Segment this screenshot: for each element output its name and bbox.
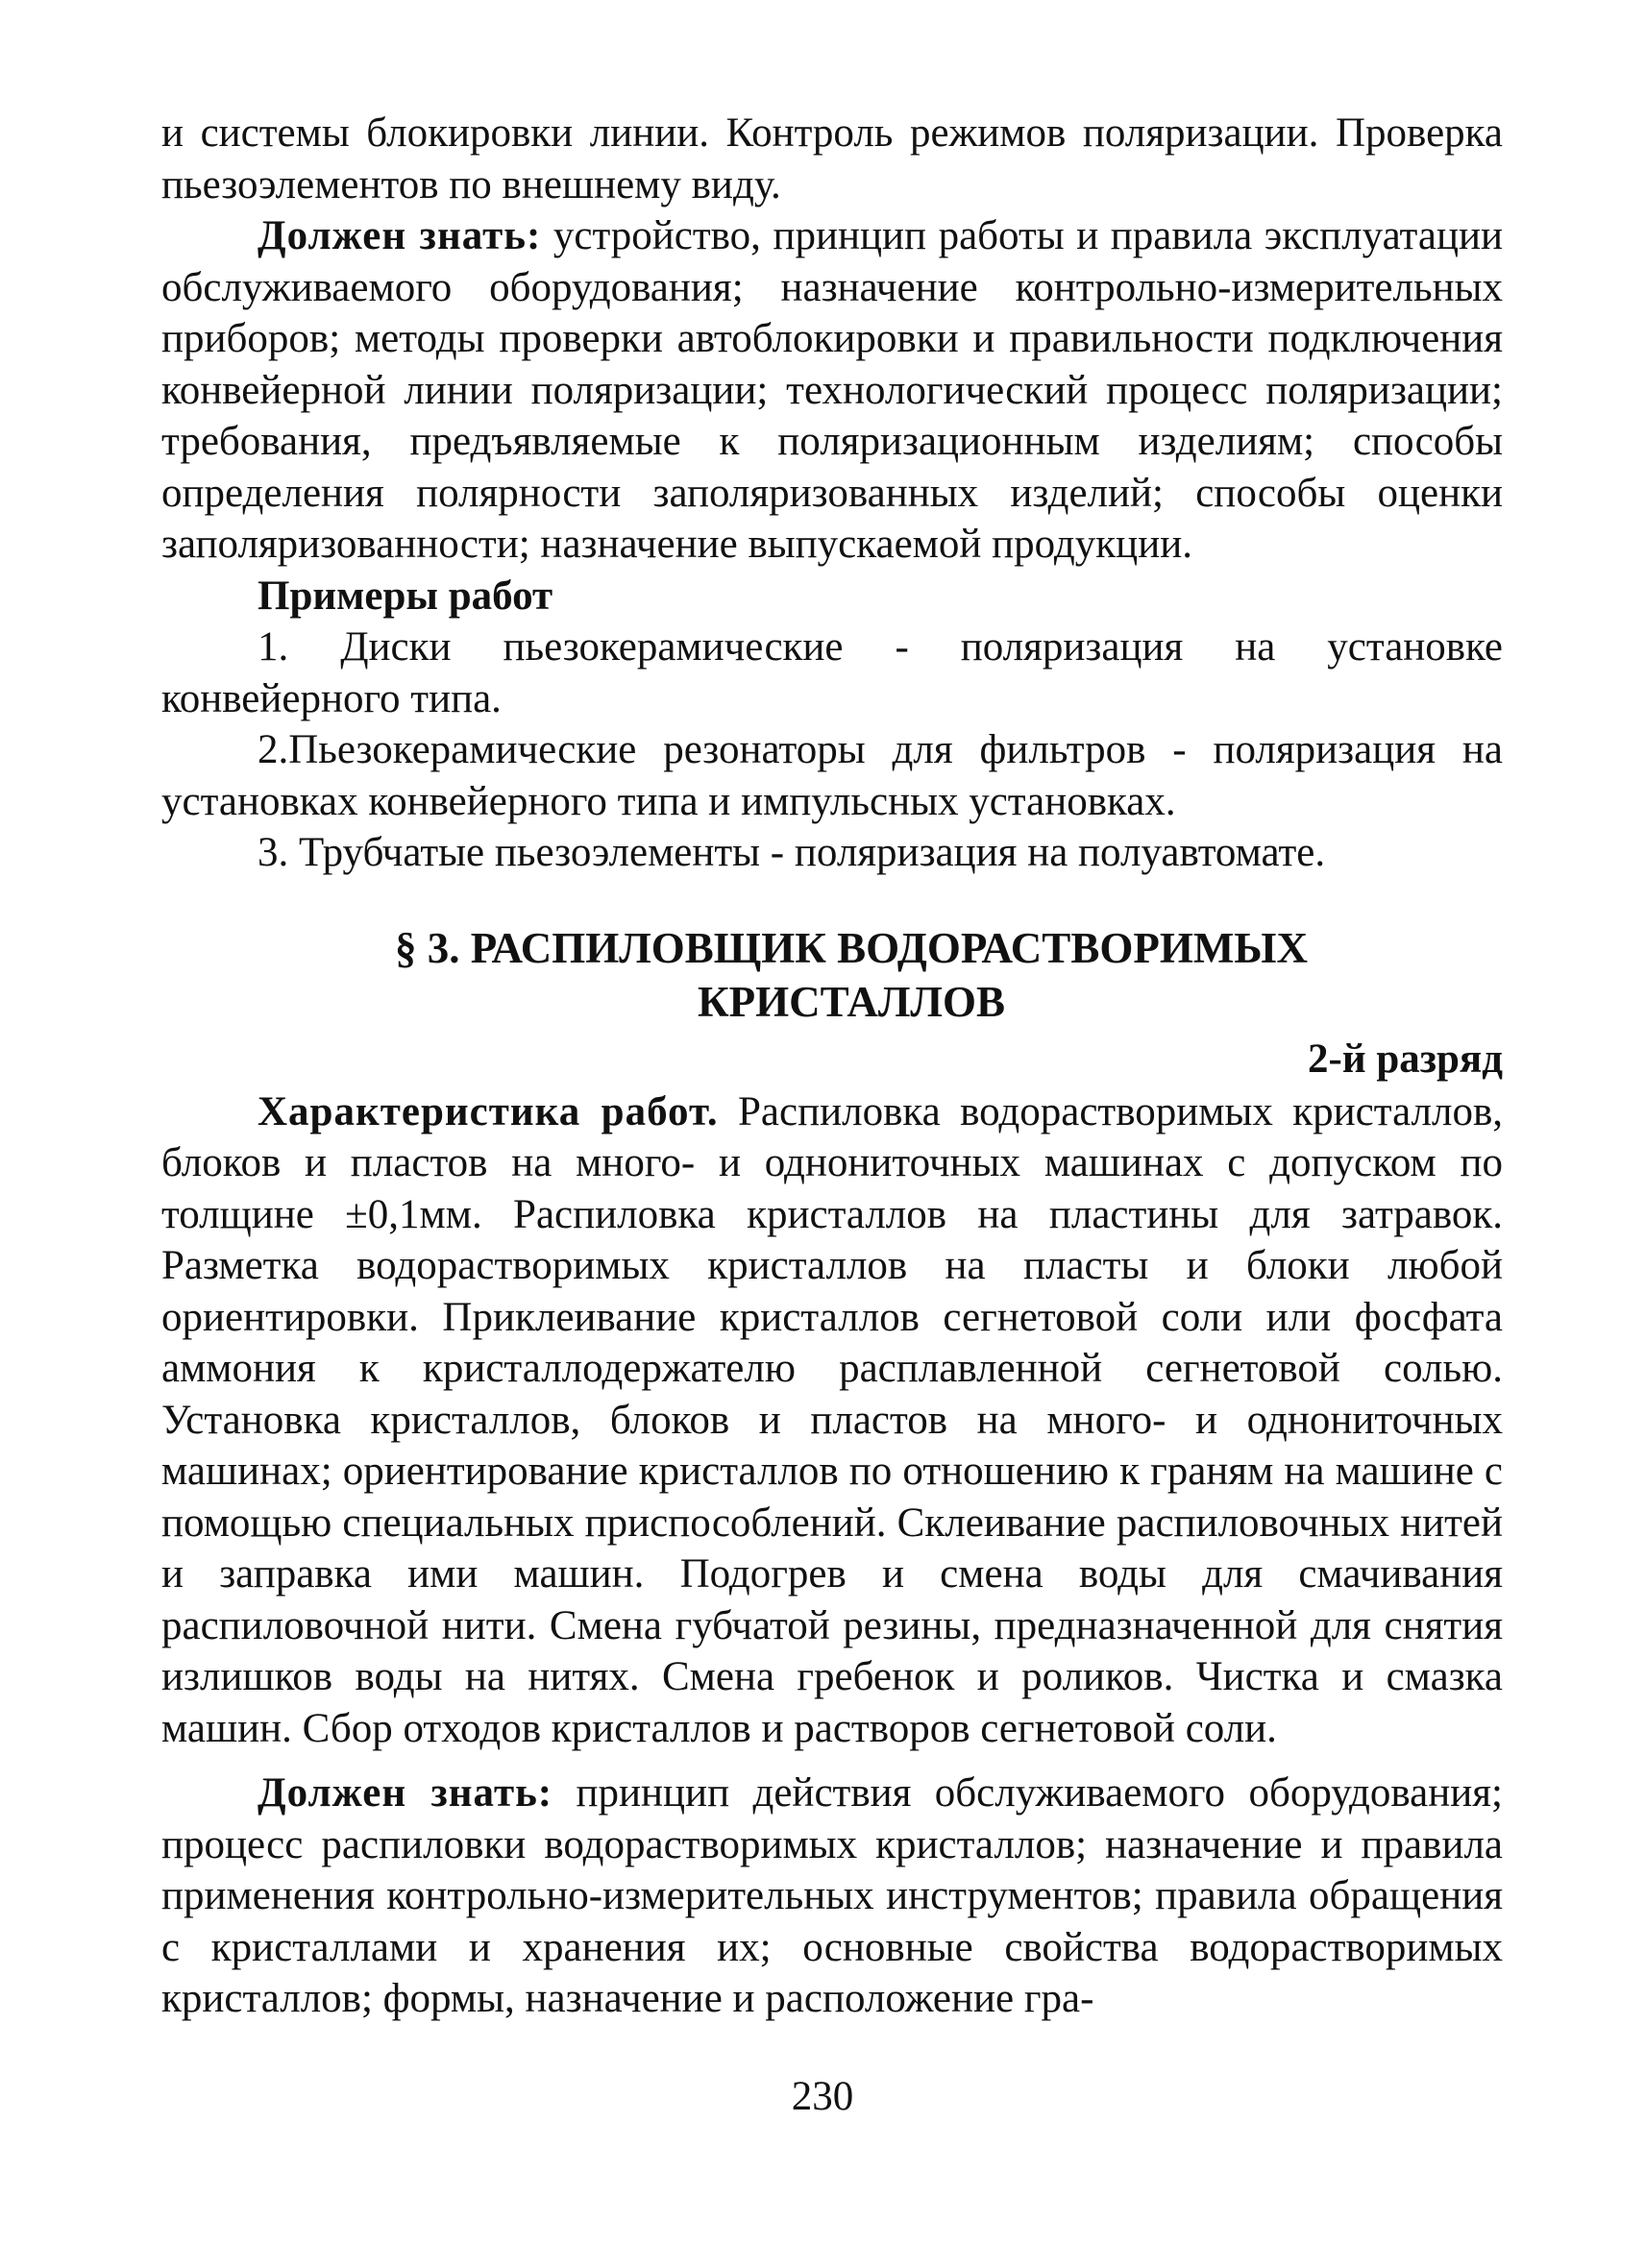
must-know-paragraph — [161, 210, 1503, 571]
example-item-2: 2.Пьезокерамические резонаторы для фильтров - поляризация на установках конвейерного типа и импульсных установках. — [161, 727, 1503, 824]
knowledge-label: Должен знать: — [258, 1770, 553, 1816]
section-title-line-2: КРИСТАЛЛОВ — [698, 977, 1005, 1026]
characteristic-paragraph — [161, 1086, 1503, 1755]
examples-heading: Примеры работ — [258, 573, 553, 619]
section-title — [161, 921, 1503, 1029]
page-body — [161, 108, 1503, 2025]
page-number: 230 — [791, 2074, 854, 2119]
must-know-label: Должен знать: — [258, 213, 542, 258]
section-title-line-1: § 3. РАСПИЛОВЩИК ВОДОРАСТВОРИМЫХ — [395, 923, 1308, 972]
characteristic-label: Характеристика работ. — [258, 1088, 719, 1134]
example-item-3: 3. Трубчатые пьезоэлементы - поляризация на полуавтомате. — [258, 830, 1326, 875]
knowledge-text: принцип действия обслуживаемого оборудования; процесс распиловки водорастворимых кристаллов; назначение и правила применения контрольно-измерительных инструментов; правила обращения с кристаллами и хранения их; основные свойства водорастворимых кристаллов; формы, назначение и расположение гра- — [161, 1770, 1503, 2021]
characteristic-text: Распиловка водорастворимых кристаллов, блоков и пластов на много- и однониточных машинах с допуском по толщине ±0,1мм. Распиловка кристаллов на пластины для затравок. Разметка водорастворимых кристаллов на пласты и блоки любой ориентировки. Приклеивание кристаллов сегнетовой соли или фосфата аммония к кристаллодержателю расплавленной сегнетовой солью. Установка кристаллов, блоков и пластов на много- и однониточных машинах; ориентирование кристаллов по отношению к граням на машине с помощью специальных приспособлений. Склеивание распиловочных нитей и заправка ими машин. Подогрев и смена воды для смачивания распиловочной нити. Смена губчатой резины, предназначенной для снятия излишков воды на нитях. Смена гребенок и роликов. Чистка и смазка машин. Сбор отходов кристаллов и растворов сегнетовой соли. — [161, 1088, 1504, 1751]
continuation-paragraph: и системы блокировки линии. Контроль режимов поляризации. Проверка пьезоэлементов по внешнему виду. — [161, 110, 1503, 207]
grade-label: 2-й разряд — [1308, 1036, 1503, 1082]
knowledge-paragraph — [161, 1768, 1503, 2025]
must-know-text: устройство, принцип работы и правила эксплуатации обслуживаемого оборудования; назначение контрольно-измерительных приборов; методы проверки автоблокировки и правильности подключения конвейерной линии поляризации; технологический процесс поляризации; требования, предъявляемые к поляризационным изделиям; способы определения полярности заполяризованных изделий; способы оценки заполяризованности; назначение выпускаемой продукции. — [161, 213, 1503, 567]
example-item-1: 1. Диски пьезокерамические - поляризация на установке конвейерного типа. — [161, 624, 1503, 721]
